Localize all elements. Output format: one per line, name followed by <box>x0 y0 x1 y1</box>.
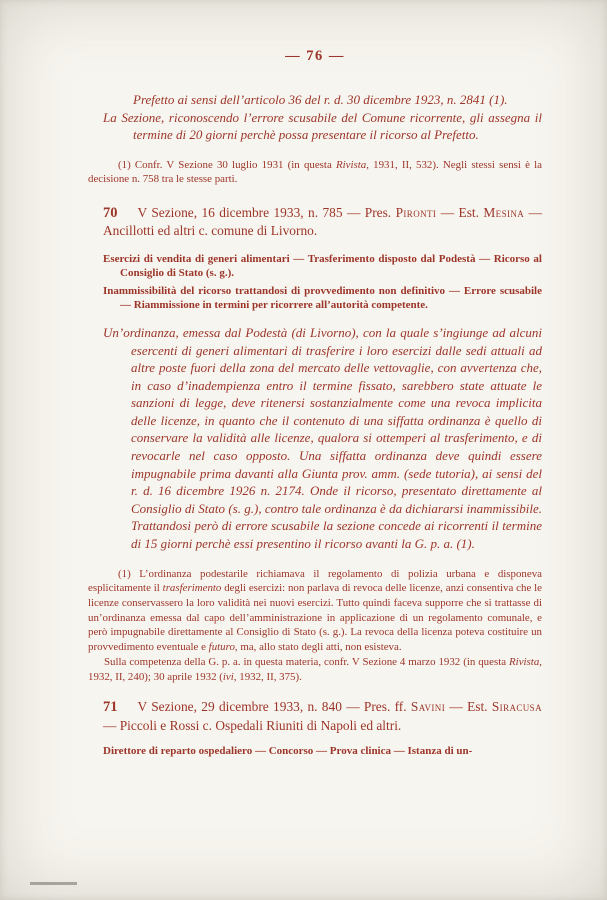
case-71 <box>88 698 542 758</box>
fn2-journal-name: Rivista <box>509 655 540 668</box>
case-71-number: 71 <box>103 699 118 716</box>
holding-decision: La Sezione, riconoscendo l’errore scusabile del Comune ricorrente, gli assegna il termine di 20 giorni perchè possa presentare il ricorso al Prefetto. <box>103 109 542 142</box>
fn2-seg2: , 1932, II, 240); 30 aprile 1932 ( <box>88 655 542 683</box>
case-70-parties: — Ancillotti ed altri c. comune di Livorno. <box>103 204 542 239</box>
president-name: Pironti <box>395 204 437 220</box>
fn2-seg4: , 1932, II, 375). <box>233 670 302 683</box>
case-70 <box>88 204 542 684</box>
bottom-margin-mark <box>30 882 77 885</box>
case-70-header <box>103 204 542 241</box>
journal-name: Rivista <box>335 158 367 171</box>
case-70-sep1: — Est. <box>436 204 484 220</box>
case-70-headnotes <box>88 252 542 312</box>
fn1-seg4: , ma, allo stato degli atti, non esisteva. <box>234 641 402 654</box>
footnote-ref-text: (1) Confr. V Sezione 30 luglio 1931 (in questa <box>118 158 336 171</box>
case-71-header <box>103 698 542 735</box>
estensore-name: Mesina <box>483 204 525 220</box>
page-number: — 76 — <box>285 48 345 64</box>
case-70-citation: V Sezione, 16 dicembre 1933, n. 785 — Pres. <box>137 204 396 220</box>
case-70-number: 70 <box>103 204 118 221</box>
case-71-sep1: — Est. <box>445 699 492 715</box>
fn2-ivi: ivi <box>222 670 234 683</box>
intro-footnote-text <box>88 158 542 187</box>
case-71-parties: — Piccoli e Rossi c. Ospedali Riuniti di Napoli ed altri. <box>103 717 402 733</box>
case-71-citation: V Sezione, 29 dicembre 1933, n. 840 — Pres. ff. <box>137 699 411 715</box>
case-70-footnotes <box>88 567 542 685</box>
fn1-seg0: (1) L’ordinanza podestarile richiamava il regolamento di polizia urbana e disponeva esplicitamente il <box>88 567 542 595</box>
text-column <box>88 48 542 762</box>
headnote-2: Inammissibilità del ricorso trattandosi di provvedimento non definitivo — Errore scusabile — Riammissione in termini per ricorrere all’autorità competente. <box>103 284 542 311</box>
intro-footnote <box>88 158 542 187</box>
case-71-headnote: Direttore di reparto ospedaliero — Concorso — Prova clinica — Istanza di un- <box>103 745 473 758</box>
headnote-1: Esercizi di vendita di generi alimentari — Trasferimento disposto dal Podestà — Ricorso al Consiglio di Stato (s. g.). <box>103 252 542 279</box>
case-70-footnote-1 <box>88 567 542 655</box>
fn1-italic-futuro: futuro <box>208 641 235 654</box>
president-name-71: Savini <box>410 699 446 715</box>
footnote-ref-text-cont: , 1931, II, 532). Negli stessi sensi è la decisione n. 758 tra le stesse parti. <box>88 158 542 186</box>
case-70-footnote-2 <box>88 655 542 684</box>
holding-continuation-line: Prefetto ai sensi dell’articolo 36 del r. d. 30 dicembre 1923, n. 2841 (1). <box>133 92 508 107</box>
holding-continuation-block <box>88 91 542 144</box>
fn1-seg2: degli esercizi: non parlava di revoca delle licenze, anzi consentiva che le licenze conservassero la loro validità nei nuovi esercizi. Tutto quindi faceva supporre che si trattasse di un’ordinanza emessa dal capo dell’amministrazione in applicazione di un regolamento comunale, e però impugnabile direttamente al Consiglio di Stato (s. g.). La revoca della licenza poteva costituire un provvedimento eventuale e <box>88 582 542 654</box>
case-70-massima: Un’ordinanza, emessa dal Podestà (di Livorno), con la quale s’ingiunge ad alcuni esercenti di generi alimentari di trasferire i loro esercizi dalle sedi attuali ad altre poste fuori della zona del mercato delle vettovaglie, con avvertenza che, in caso d’inadempienza entro il termine fissato, sarebbero state attuate le sanzioni di legge, deve ritenersi sostanzialmente come una revoca implicita delle licenze, in quanto che il contenuto di una siffatta ordinanza è quello di conservare la validità alle licenze, qualora si ottemperi al trasferimento, e di revocarle nel caso opposto. Una siffatta ordinanza deve quindi essere impugnabile prima davanti alla Giunta prov. amm. (sede tutoria), ai sensi del r. d. 16 dicembre 1926 n. 2174. Onde il ricorso, presentato direttamente al Consiglio di Stato (s. g.), contro tale ordinanza è da dichiararsi inammissibile. Trattandosi però di errore scusabile la sezione concede ai ricorrenti il termine di 15 giorni perchè essi presentino il ricorso avanti la G. p. a. (1). <box>103 324 542 552</box>
fn2-seg0: Sulla competenza della G. p. a. in questa materia, confr. V Sezione 4 marzo 1932 (in questa <box>104 655 510 668</box>
fn1-italic-trasferimento: trasferimento <box>162 582 222 595</box>
estensore-name-71: Siracusa <box>491 699 542 715</box>
